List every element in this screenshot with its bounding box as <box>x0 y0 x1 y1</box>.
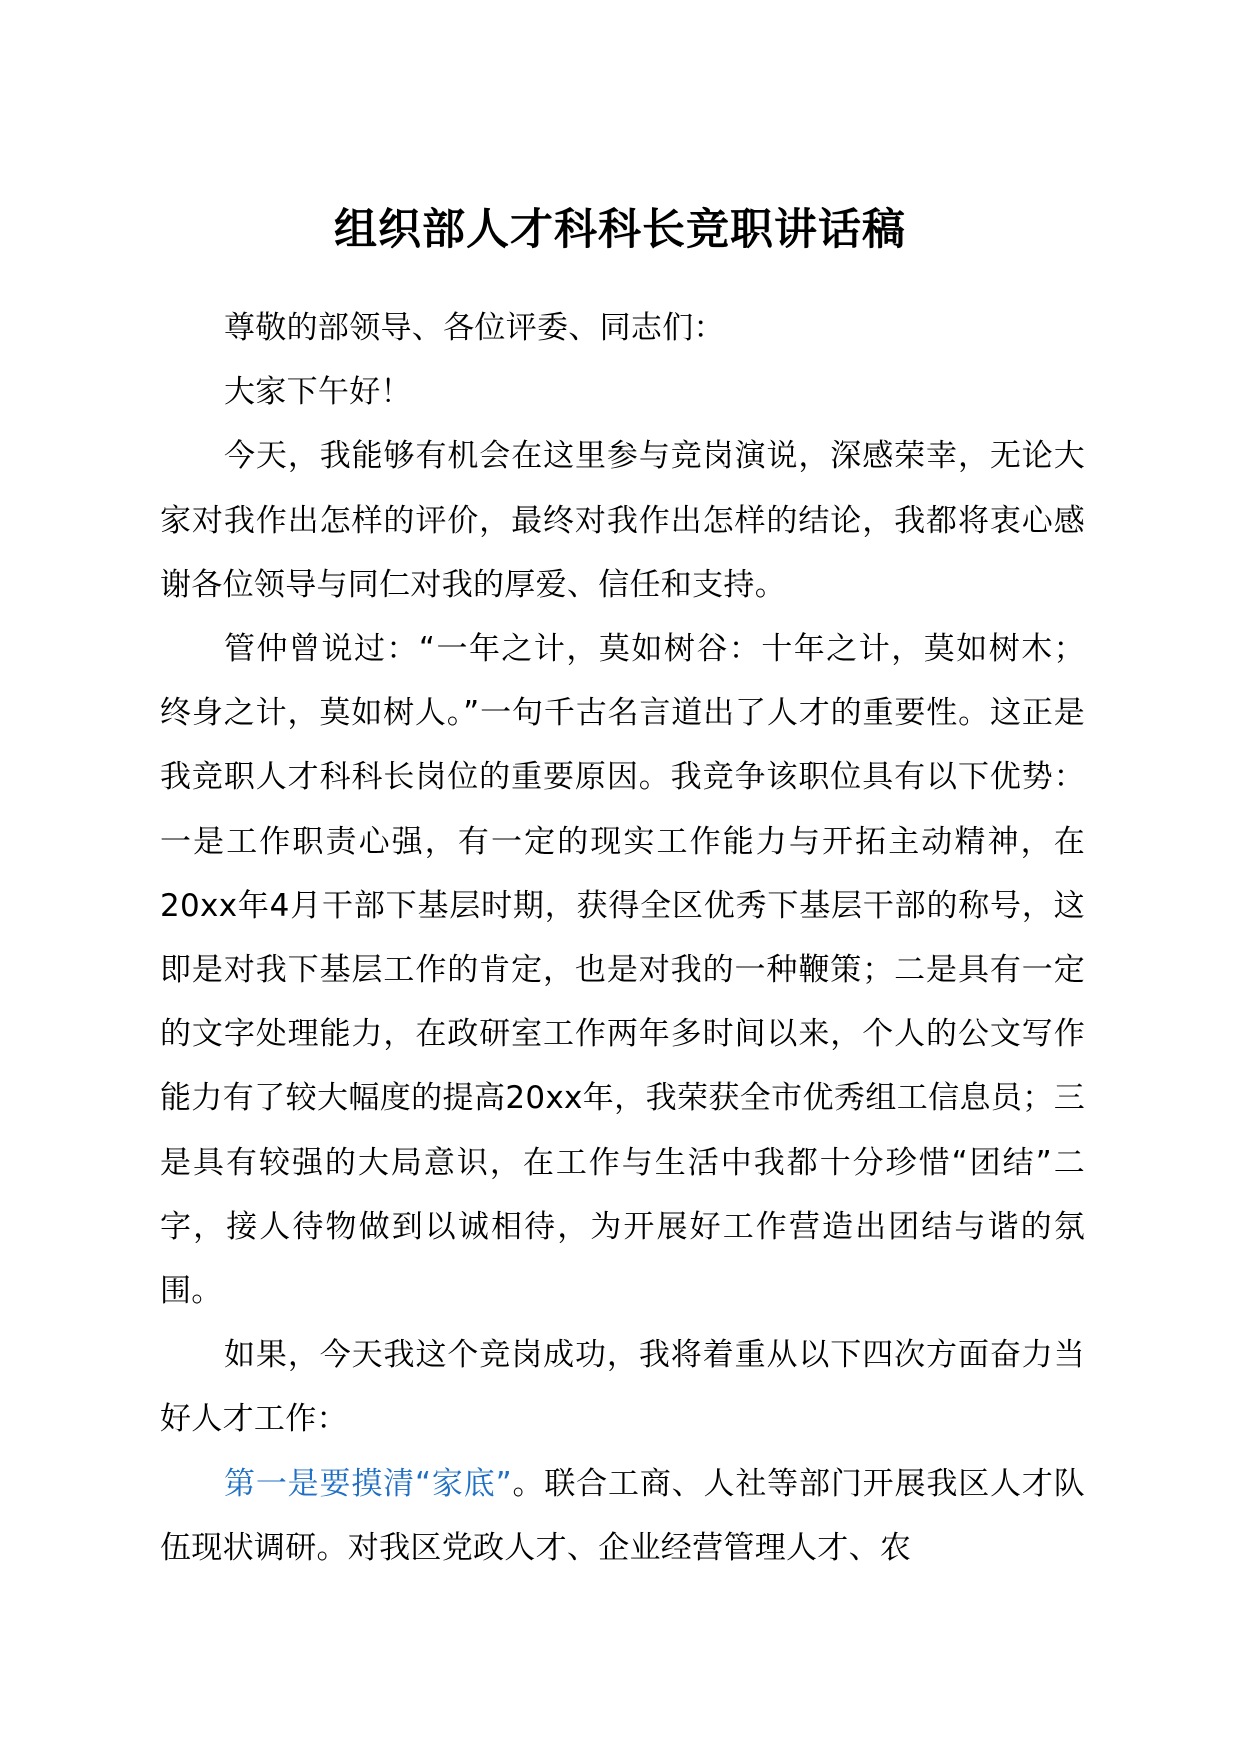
document-title: 组织部人才科科长竞职讲话稿 <box>334 205 906 255</box>
salutation-paragraph: 尊敬的部领导、各位评委、同志们： <box>224 310 725 346</box>
greeting-paragraph: 大家下午好！ <box>224 374 412 411</box>
opening-paragraph: 今天，我能够有机会在这里参与竞岗演说，深感荣幸，无论大家对我作出怎样的评价，最终对我作出怎样的结论，我都将衷心感谢各位领导与同仁对我的厚爱、信任和支持。 <box>160 438 1085 603</box>
first-point-heading: 第一是要摸清“家底” <box>224 1465 512 1502</box>
first-point-paragraph <box>160 1452 1085 1580</box>
first-point-text: 。联合工商、人社等部门开展我区人才队伍现状调研。对我区党政人才、企业经营管理人才、农 <box>160 1465 1085 1566</box>
advantages-paragraph: 管仲曾说过：“一年之计，莫如树谷：十年之计，莫如树木；终身之计，莫如树人。”一句千古名言道出了人才的重要性。这正是我竞职人才科科长岗位的重要原因。我竞争该职位具有以下优势：一是工作职责心强，有一定的现实工作能力与开拓主动精神，在20xx年4月干部下基层时期，获得全区优秀下基层干部的称号，这即是对我下基层工作的肯定，也是对我的一种鞭策；二是具有一定的文字处理能力，在政研室工作两年多时间以来，个人的公文写作能力有了较大幅度的提高20xx年，我荣获全市优秀组工信息员；三是具有较强的大局意识，在工作与生活中我都十分珍惜“团结”二字，接人待物做到以诚相待，为开展好工作营造出团结与谐的氛围。 <box>160 631 1085 1310</box>
plan-intro-paragraph: 如果，今天我这个竞岗成功，我将着重从以下四次方面奋力当好人才工作： <box>160 1337 1085 1438</box>
document-body <box>160 296 1085 1580</box>
